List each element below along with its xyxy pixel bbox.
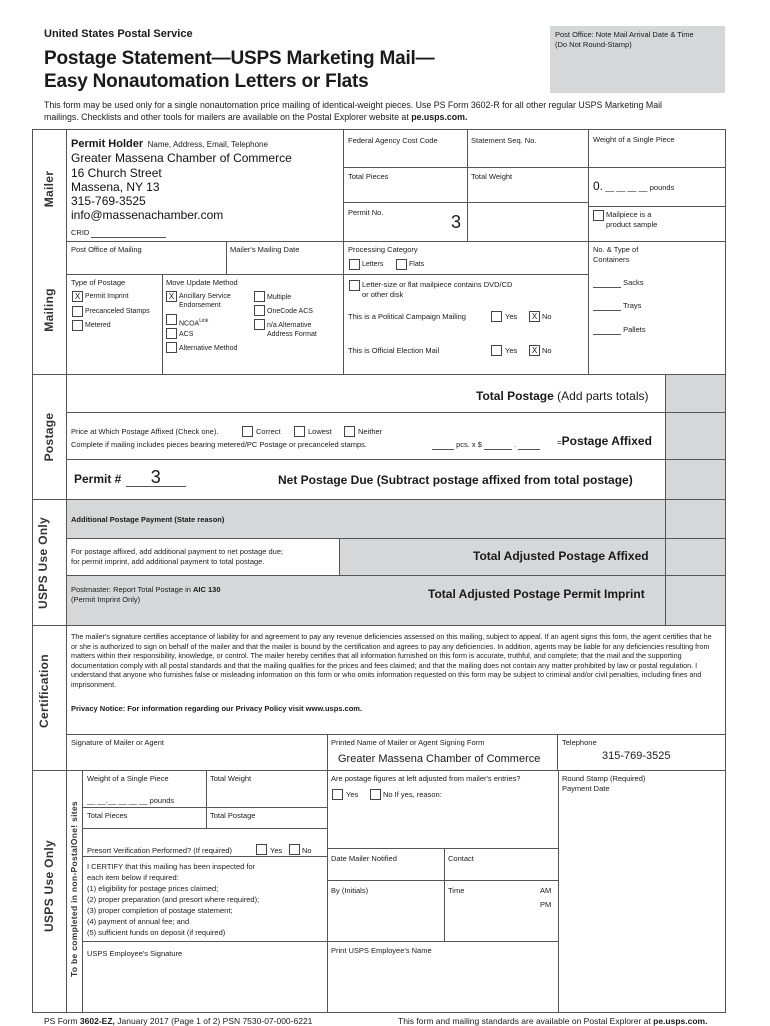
footer-form-number: 3602-EZ, <box>79 1016 115 1026</box>
postmaster-note-2: (Permit Imprint Only) <box>71 595 141 604</box>
section-label-mailer: Mailer <box>42 170 56 208</box>
sacks-field[interactable] <box>593 278 644 288</box>
fed-agency-cost-code[interactable]: Federal Agency Cost Code <box>348 136 438 145</box>
intro-text-2-body: mailings. Checklists and other tools for mailers are available on the Postal Explorer website at <box>44 112 412 122</box>
weight-single-piece-field[interactable]: 0. __ __ __ __ pounds <box>593 179 675 193</box>
usps-weight-single-field[interactable]: __ __.__ __ __ __ pounds <box>87 796 175 805</box>
permit-holder-title: Permit Holder <box>71 138 144 150</box>
total-postage-sub: (Add parts totals) <box>557 389 649 403</box>
certify-line-5: (3) proper completion of postage statement; <box>87 906 233 915</box>
crid-label: CRID <box>71 228 90 237</box>
affixed-note-1: For postage affixed, add additional payment to net postage due; <box>71 547 284 556</box>
political-yes-label: Yes <box>505 312 518 321</box>
footer-link[interactable]: pe.usps.com. <box>653 1016 708 1026</box>
certify-line-2: each item below if required: <box>87 873 179 882</box>
section-label-certification: Certification <box>37 654 51 728</box>
presort-yes-checkbox[interactable] <box>256 844 267 855</box>
ncoa-checkbox[interactable] <box>166 314 177 325</box>
non-postalone-sites-label: To be completed in non-PostalOne! sites <box>69 801 79 977</box>
pm-label: PM <box>540 900 552 909</box>
alternative-method-checkbox[interactable] <box>166 342 177 353</box>
telephone-value[interactable]: 315-769-3525 <box>602 750 671 762</box>
dvd-cd-checkbox[interactable] <box>349 280 360 291</box>
equals-sign: = <box>557 438 562 447</box>
mailpiece-product-sample-checkbox[interactable] <box>593 210 604 221</box>
pallets-field[interactable] <box>593 325 646 335</box>
mailer-email[interactable]: info@massenachamber.com <box>71 208 224 222</box>
printed-name-value[interactable]: Greater Massena Chamber of Commerce <box>338 753 541 765</box>
election-no-checkbox[interactable]: X <box>529 345 540 356</box>
adjusted-no-checkbox[interactable] <box>370 789 381 800</box>
form-title-line-2: Easy Nonautomation Letters or Flats <box>44 71 369 92</box>
permit-imprint-label: Permit Imprint <box>85 293 129 300</box>
usps-total-postage-field[interactable]: Total Postage <box>210 811 256 820</box>
mailers-mailing-date[interactable]: Mailer's Mailing Date <box>230 245 300 254</box>
printed-name-label: Printed Name of Mailer or Agent Signing Form <box>331 738 485 747</box>
postmaster-note-1 <box>71 585 221 595</box>
adjusted-yes-label: Yes <box>346 790 359 799</box>
political-no-label: No <box>542 312 552 321</box>
permit-number-value: 3 <box>126 468 186 487</box>
certify-line-1: I CERTIFY that this mailing has been inspected for <box>87 862 256 871</box>
round-stamp-label: Round Stamp (Required) <box>562 774 646 783</box>
usps-weight-pounds: pounds <box>149 796 175 805</box>
certify-line-6: (4) payment of annual fee; and <box>87 917 190 926</box>
precanceled-stamps-checkbox[interactable] <box>72 306 83 317</box>
usps-total-weight-field[interactable]: Total Weight <box>210 774 252 783</box>
mailer-city[interactable]: Massena, NY 13 <box>71 180 160 194</box>
acs-label: ACS <box>179 331 194 338</box>
election-yes-checkbox[interactable] <box>491 345 502 356</box>
total-postage-title: Total Postage <box>476 389 554 403</box>
containers-label-1: No. & Type of <box>593 245 639 254</box>
ncoa-label <box>179 316 208 329</box>
section-label-postage: Postage <box>42 412 56 462</box>
postmaster-note-text: Postmaster: Report Total Postage in <box>71 585 194 594</box>
pcs-price-row[interactable]: pcs. x $ . <box>432 440 540 450</box>
adjusted-no-label: No If yes, reason: <box>383 790 442 799</box>
usps-weight-single-label: Weight of a Single Piece <box>87 774 169 783</box>
dvd-cd-label-2: or other disk <box>362 290 404 299</box>
postage-affixed-label <box>557 432 652 450</box>
usps-total-pieces-field[interactable]: Total Pieces <box>87 811 128 820</box>
net-postage-due-label: Net Postage Due (Subtract postage affixed from total postage) <box>278 473 633 487</box>
weight-pounds-unit: pounds <box>649 183 675 192</box>
alternative-method-label: Alternative Method <box>179 345 238 352</box>
contact-field[interactable]: Contact <box>448 854 474 863</box>
privacy-notice: Privacy Notice: For information regarding our Privacy Policy visit www.usps.com. <box>71 704 363 713</box>
certify-line-7: (5) sufficient funds on deposit (if required) <box>87 928 226 937</box>
official-election-label: This is Official Election Mail <box>348 346 440 355</box>
affixed-note-2: for permit imprint, add additional payment to total postage. <box>71 557 265 566</box>
signature-mailer-field[interactable]: Signature of Mailer or Agent <box>71 738 164 747</box>
adjusted-yes-checkbox[interactable] <box>332 789 343 800</box>
telephone-label: Telephone <box>562 738 597 747</box>
flats-checkbox[interactable] <box>396 259 407 270</box>
metered-label: Metered <box>85 322 111 329</box>
pcs-label: pcs. x $ <box>456 440 482 449</box>
dvd-cd-label-1: Letter-size or flat mailpiece contains DVD/CD <box>362 280 513 289</box>
am-label: AM <box>540 886 552 895</box>
neither-checkbox[interactable] <box>344 426 355 437</box>
na-alternative-label-1: n/a Alternative <box>267 322 312 329</box>
correct-checkbox[interactable] <box>242 426 253 437</box>
onecode-acs-checkbox[interactable] <box>254 305 265 316</box>
permit-imprint-checkbox[interactable]: X <box>72 291 83 302</box>
post-office-of-mailing[interactable]: Post Office of Mailing <box>71 245 142 254</box>
acs-checkbox[interactable] <box>166 328 177 339</box>
footer-form-meta: January 2017 (Page 1 of 2) PSN 7530-07-000-6221 <box>114 1016 313 1026</box>
section-label-mailing: Mailing <box>42 288 56 332</box>
price-affixed-label: Price at Which Postage Affixed (Check one). <box>71 427 219 436</box>
type-of-postage-label: Type of Postage <box>71 278 126 287</box>
statement-seq-no[interactable]: Statement Seq. No. <box>471 136 537 145</box>
footer-availability-text: This form and mailing standards are available on Postal Explorer at <box>398 1016 654 1026</box>
payment-date-label: Payment Date <box>562 784 610 793</box>
precanceled-stamps-label: Precanceled Stamps <box>85 308 150 315</box>
aic-code: AIC 130 <box>193 585 221 594</box>
neither-label: Neither <box>358 427 383 436</box>
processing-category-label: Processing Category <box>348 245 418 254</box>
ncoa-sup: Link <box>199 318 209 324</box>
usps-employee-signature[interactable]: USPS Employee's Signature <box>87 949 183 958</box>
election-yes-label: Yes <box>505 346 518 355</box>
complete-if-note: Complete if mailing includes pieces bearing metered/PC Postage or precanceled stamps. <box>71 440 367 449</box>
by-initials-field[interactable]: By (Initials) <box>331 886 369 895</box>
lowest-checkbox[interactable] <box>294 426 305 437</box>
permit-holder-subtitle: Name, Address, Email, Telephone <box>147 140 268 149</box>
ancillary-service-checkbox[interactable]: X <box>166 291 177 302</box>
mailpiece-product-sample-label-1: Mailpiece is a <box>606 210 652 219</box>
weight-single-piece-label: Weight of a Single Piece <box>593 135 675 144</box>
political-yes-checkbox[interactable] <box>491 311 502 322</box>
permit-holder-label <box>71 134 268 152</box>
additional-postage-label: Additional Postage Payment (State reason) <box>71 515 225 524</box>
onecode-acs-label: OneCode ACS <box>267 308 313 315</box>
political-no-checkbox[interactable]: X <box>529 311 540 322</box>
weight-value: 0. <box>593 179 604 193</box>
correct-label: Correct <box>256 427 281 436</box>
mailer-phone[interactable]: 315-769-3525 <box>71 194 146 208</box>
form-title-line-1: Postage Statement—USPS Marketing Mail— <box>44 48 435 69</box>
ancillary-service-label-1: Ancillary Service <box>179 293 231 300</box>
letters-checkbox[interactable] <box>349 259 360 270</box>
flats-label: Flats <box>409 261 425 268</box>
letters-label: Letters <box>362 261 384 268</box>
permit-no-value[interactable]: 3 <box>451 212 462 232</box>
presort-no-label: No <box>302 846 312 855</box>
mailer-name[interactable]: Greater Massena Chamber of Commerce <box>71 151 292 165</box>
na-alternative-label-2: Address Format <box>267 331 317 338</box>
certification-paragraph: The mailer's signature certifies acceptance of liability for and agreement to pay any revenue deficiencies assessed on this mailing, subject to appeal. If an agent signs this form, the agent certifies that he or she is authorized to sign on behalf of the mailer and that the mailer is bound by the certification and agrees to pay any deficiencies. In addition, agents may be liable for any deficiencies resulting from matters within their responsibility, knowledge, or control. The mailer hereby certifies that all information furnished on this form is accurate, truthful, and complete; that the mail and the supporting documentation comply with all postal standards and that the mailing qualifies for the prices and fees claimed; and that the mailing does not contain any matter prohibited by law or postal regulation. I understand that anyone who furnishes false or misleading information on this form or who omits information requested on this form may be subject to criminal and/or civil penalties, including fines and imprisonment. <box>71 632 712 689</box>
presort-yes-label: Yes <box>270 846 283 855</box>
intro-link[interactable]: pe.usps.com. <box>411 112 468 122</box>
certify-line-3: (1) eligibility for postage prices claimed; <box>87 884 219 893</box>
date-mailer-notified[interactable]: Date Mailer Notified <box>331 854 397 863</box>
pallets-label: Pallets <box>623 325 646 334</box>
presort-no-checkbox[interactable] <box>289 844 300 855</box>
political-campaign-label: This is a Political Campaign Mailing <box>348 312 466 321</box>
footer-availability <box>398 1016 707 1026</box>
agency-name: United States Postal Service <box>44 28 193 40</box>
certify-line-4: (2) proper preparation (and presort where required); <box>87 895 260 904</box>
intro-text-1: This form may be used only for a single nonautomation price mailing of identical-weight pieces. Use PS Form 3602-R for all other regular USPS Marketing Mail <box>44 100 663 110</box>
time-field[interactable]: Time <box>448 886 465 895</box>
total-adjusted-postage-affixed: Total Adjusted Postage Affixed <box>473 549 649 563</box>
lowest-label: Lowest <box>308 427 332 436</box>
crid-field[interactable] <box>71 228 166 238</box>
mailer-street[interactable]: 16 Church Street <box>71 166 162 180</box>
arrival-label-1: Post Office: Note Mail Arrival Date & Time <box>555 30 694 39</box>
presort-verification-label: Presort Verification Performed? (If required) <box>87 846 233 855</box>
containers-label-2: Containers <box>593 255 630 264</box>
permit-hash-label: Permit # <box>74 472 122 486</box>
total-weight-field[interactable]: Total Weight <box>471 172 513 181</box>
total-adjusted-permit-imprint: Total Adjusted Postage Permit Imprint <box>428 587 645 601</box>
trays-label: Trays <box>622 301 642 310</box>
permit-no-label: Permit No. <box>348 208 384 217</box>
adjusted-question: Are postage figures at left adjusted from mailer's entries? <box>331 774 521 783</box>
print-employee-name[interactable]: Print USPS Employee's Name <box>331 946 432 955</box>
permit-number-field[interactable] <box>74 468 186 488</box>
section-label-usps-use-1: USPS Use Only <box>36 517 50 609</box>
mailpiece-product-sample-label-2: product sample <box>606 220 658 229</box>
multiple-label: Multiple <box>267 294 292 301</box>
election-no-label: No <box>542 346 552 355</box>
total-postage-label <box>476 389 649 403</box>
multiple-checkbox[interactable] <box>254 291 265 302</box>
ancillary-service-label-2: Endorsement <box>179 302 221 309</box>
arrival-label-2: (Do Not Round-Stamp) <box>555 40 632 49</box>
total-pieces-field[interactable]: Total Pieces <box>348 172 389 181</box>
postage-affixed-title: Postage Affixed <box>561 434 652 448</box>
intro-text-2 <box>44 112 467 123</box>
na-alternative-checkbox[interactable] <box>254 319 265 330</box>
section-label-usps-use-2: USPS Use Only <box>42 840 56 932</box>
footer-form-prefix: PS Form <box>44 1016 80 1026</box>
ncoa-text: NCOA <box>179 320 200 328</box>
metered-checkbox[interactable] <box>72 320 83 331</box>
trays-field[interactable] <box>593 301 641 311</box>
sacks-label: Sacks <box>623 278 644 287</box>
move-update-label: Move Update Method <box>166 278 238 287</box>
footer-form-id <box>44 1016 312 1026</box>
